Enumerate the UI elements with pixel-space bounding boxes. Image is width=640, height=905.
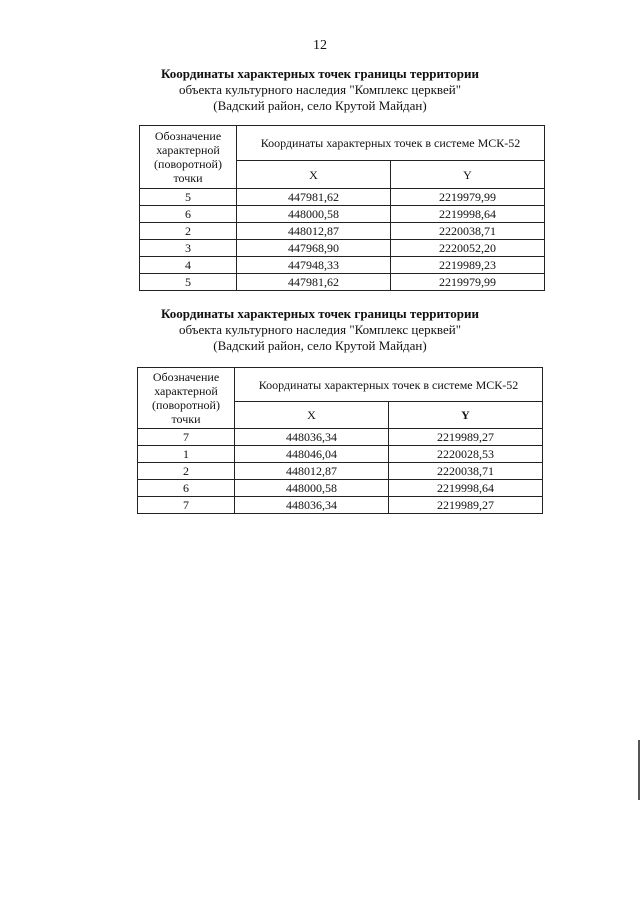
section-heading (0, 306, 640, 354)
cell-point: 5 (140, 274, 237, 291)
cell-y: 2219989,23 (391, 257, 545, 274)
cell-y: 2220052,20 (391, 240, 545, 257)
section-subtitle: (Вадский район, село Крутой Майдан) (213, 338, 427, 353)
table-row (140, 189, 545, 206)
cell-x: 448012,87 (237, 223, 391, 240)
table-row (138, 446, 543, 463)
header-coordinate-system: Координаты характерных точек в системе МСК-52 (237, 126, 545, 161)
cell-point: 6 (138, 480, 235, 497)
cell-y: 2219989,27 (389, 497, 543, 514)
cell-point: 4 (140, 257, 237, 274)
header-col-y: Y (391, 161, 545, 189)
table-row (140, 206, 545, 223)
header-label-line: Обозначение (154, 129, 222, 143)
table-row (138, 463, 543, 480)
cell-y: 2220038,71 (391, 223, 545, 240)
cell-x: 448000,58 (237, 206, 391, 223)
section-heading (0, 66, 640, 114)
cell-y: 2219998,64 (391, 206, 545, 223)
section-subtitle: объекта культурного наследия "Комплекс церквей" (178, 322, 462, 337)
cell-x: 447968,90 (237, 240, 391, 257)
header-point-label (138, 368, 235, 429)
cell-point: 5 (140, 189, 237, 206)
header-col-x: X (237, 161, 391, 189)
cell-y: 2219998,64 (389, 480, 543, 497)
cell-y: 2219979,99 (391, 274, 545, 291)
section-subtitle: (Вадский район, село Крутой Майдан) (213, 98, 427, 113)
page-number: 12 (313, 38, 327, 53)
cell-y: 2220028,53 (389, 446, 543, 463)
header-point-label (140, 126, 237, 189)
header-label-line: (поворотной) (154, 157, 222, 171)
cell-x: 447948,33 (237, 257, 391, 274)
table-row (138, 429, 543, 446)
cell-x: 447981,62 (237, 274, 391, 291)
cell-x: 447981,62 (237, 189, 391, 206)
coordinates-table (137, 367, 543, 514)
cell-point: 1 (138, 446, 235, 463)
header-label-line: Обозначение (152, 370, 220, 384)
table-row (138, 480, 543, 497)
section-subtitle: объекта культурного наследия "Комплекс церквей" (178, 82, 462, 97)
cell-point: 3 (140, 240, 237, 257)
table-row (140, 274, 545, 291)
cell-point: 7 (138, 497, 235, 514)
cell-x: 448000,58 (235, 480, 389, 497)
header-label-line: точки (173, 171, 203, 185)
coordinates-table (139, 125, 545, 291)
cell-point: 2 (140, 223, 237, 240)
table-row (140, 240, 545, 257)
header-label-line: характерной (154, 384, 218, 398)
header-coordinate-system: Координаты характерных точек в системе МСК-52 (235, 368, 543, 402)
header-col-x: X (235, 402, 389, 429)
cell-x: 448036,34 (235, 497, 389, 514)
cell-point: 2 (138, 463, 235, 480)
cell-point: 6 (140, 206, 237, 223)
section-title: Координаты характерных точек границы территории (161, 306, 479, 321)
cell-y: 2220038,71 (389, 463, 543, 480)
table-row (140, 223, 545, 240)
header-label-line: точки (171, 412, 201, 426)
cell-x: 448046,04 (235, 446, 389, 463)
cell-x: 448036,34 (235, 429, 389, 446)
cell-point: 7 (138, 429, 235, 446)
table-row (138, 497, 543, 514)
cell-y: 2219989,27 (389, 429, 543, 446)
section-title: Координаты характерных точек границы территории (161, 66, 479, 81)
cell-x: 448012,87 (235, 463, 389, 480)
header-label-line: характерной (156, 143, 220, 157)
header-col-y: Y (389, 402, 543, 429)
table-row (140, 257, 545, 274)
cell-y: 2219979,99 (391, 189, 545, 206)
header-label-line: (поворотной) (152, 398, 220, 412)
